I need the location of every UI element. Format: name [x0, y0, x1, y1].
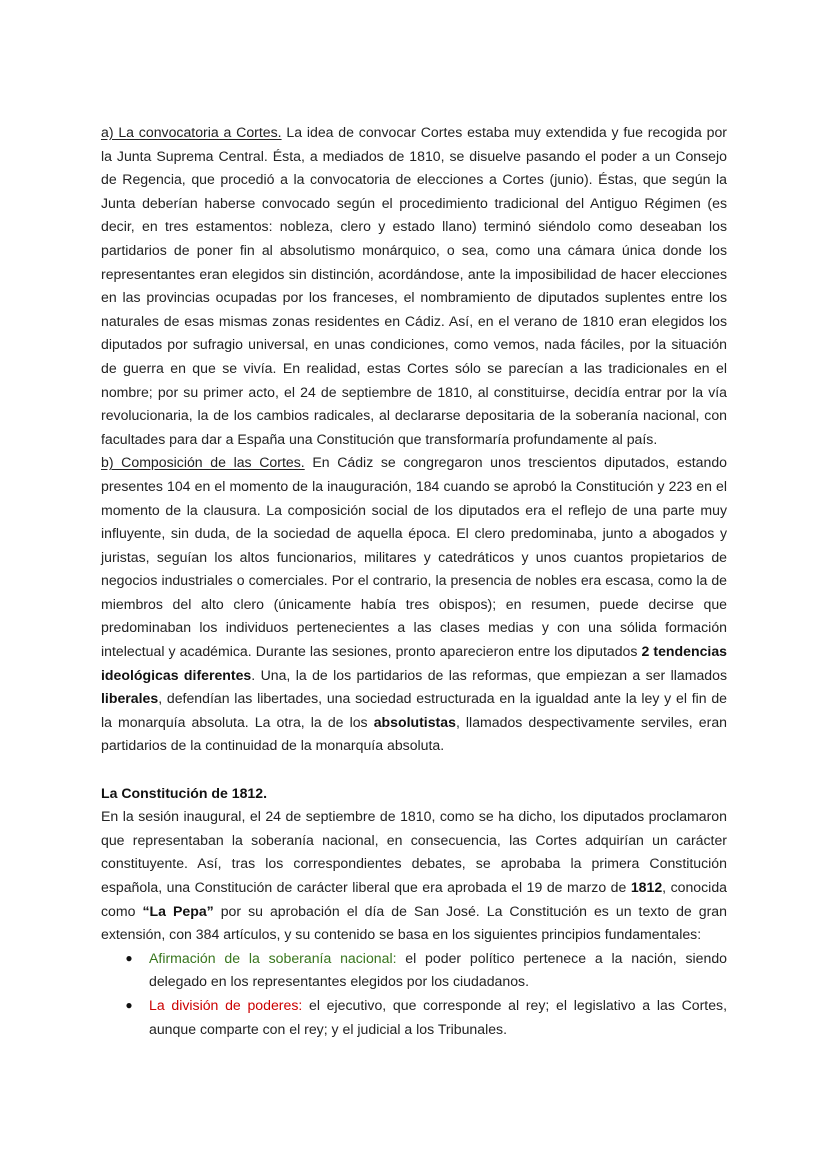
bullet-text-division-poderes: el ejecutivo, que corresponde al rey; el legislativo a las Cortes, aunque comparte con el rey; y el judicial a los Tribunales.: [149, 996, 727, 1037]
section-b-title: b) Composición de las Cortes.: [101, 454, 305, 471]
section-b-bold-tendencias: 2 tendencias ideológicas diferentes: [101, 643, 727, 683]
constitucion-bold-year: 1812: [630, 879, 663, 895]
section-b-body-3: , defendían las libertades, una sociedad estructurada en la igualdad ante la ley y el fin de la monarquía absoluta. La otra, la de los: [101, 690, 727, 730]
constitucion-body-2: , conocida como: [101, 879, 727, 919]
bullet-icon: ●: [125, 997, 133, 1012]
section-b-body-4: , llamados despectivamente serviles, eran partidarios de la continuidad de la monarquía absoluta.: [101, 713, 727, 754]
section-b-bold-absolutistas: absolutistas: [373, 713, 456, 730]
bullet-label-soberania: Afirmación de la soberanía nacional:: [149, 949, 397, 966]
paragraph-convocatoria: [101, 121, 727, 451]
bullet-text-soberania: el poder político pertenece a la nación, siendo delegado en los representantes elegidos por los ciudadanos.: [149, 949, 727, 990]
document-content: [101, 121, 727, 1041]
section-b-bold-liberales: liberales: [101, 690, 159, 707]
section-b-body-2: . Una, la de los partidarios de las reformas, que empiezan a ser llamados: [251, 666, 727, 683]
paragraph-composicion: [101, 451, 727, 758]
bullet-label-division-poderes: La división de poderes:: [149, 996, 303, 1013]
constitucion-bold-pepa: “La Pepa”: [142, 902, 214, 919]
constitucion-heading: La Constitución de 1812.: [101, 784, 268, 801]
paragraph-gap: [101, 758, 727, 782]
section-b-body-1: En Cádiz se congregaron unos trescientos diputados, estando presentes 104 en el momento de la inauguración, 184 cuando se aprobó la Constitución y 223 en el momento de la clausura. La composición social de los diputados era el reflejo de una parte muy influyente, sin duda, de la sociedad de aquella época. El clero predominaba, junto a abogados y juristas, seguían los altos funcionarios, militares y catedráticos y unos cuantos propietarios de negocios industriales o comerciales. Por el contrario, la presencia de nobles era escasa, como la de miembros del alto clero (únicamente había tres obispos); en resumen, puede decirse que predominaban los individuos pertenecientes a las clases medias y con una sólida formación intelectual y académica. Durante las sesiones, pronto aparecieron entre los diputados: [101, 454, 728, 660]
section-a-body: La idea de convocar Cortes estaba muy extendida y fue recogida por la Junta Suprema Central. Ésta, a mediados de 1810, se disuelve pasando el poder a un Consejo de Regencia, que procedió a la convocatoria de elecciones a Cortes (junio). Éstas, que según la Junta deberían haberse convocado según el procedimiento tradicional del Antiguo Régimen (es decir, en tres estamentos: nobleza, clero y estado llano) terminó siéndolo como deseaban los partidarios de poner fin al absolutismo monárquico, o sea, como una cámara única donde los representantes eran elegidos sin distinción, acordándose, ante la imposibilidad de hacer elecciones en las provincias ocupadas por los franceses, el nombramiento de diputados suplentes entre los naturales de esas mismas zonas residentes en Cádiz. Así, en el verano de 1810 eran elegidos los diputados por sufragio universal, en unas condiciones, como vemos, nada fáciles, por la situación de guerra en que se vivía. En realidad, estas Cortes sólo se parecían a las tradicionales en el nombre; por su primer acto, el 24 de septiembre de 1810, al constituirse, decidía entrar por la vía revolucionaria, la de los cambios radicales, al declararse depositaria de la soberanía nacional, con facultades para dar a España una Constitución que transformaría profundamente al país.: [101, 124, 727, 447]
principles-list: [101, 947, 727, 1041]
constitucion-body-3: por su aprobación el día de San José. La Constitución es un texto de gran extensión, con 384 artículos, y su contenido se basa en los siguientes principios fundamentales:: [101, 902, 727, 943]
section-a-title: a) La convocatoria a Cortes.: [101, 124, 282, 140]
list-item-division-poderes: [101, 994, 727, 1041]
paragraph-constitucion: [101, 805, 727, 947]
list-item-soberania: [101, 947, 727, 994]
constitucion-body-1: En la sesión inaugural, el 24 de septiembre de 1810, como se ha dicho, los diputados proclamaron que representaban la soberanía nacional, en consecuencia, las Cortes adquirían un carácter constituyente. Así, tras los correspondientes debates, se aprobaba la primera Constitución española, una Constitución de carácter liberal que era aprobada el 19 de marzo de: [101, 808, 727, 895]
bullet-icon: ●: [125, 950, 133, 965]
